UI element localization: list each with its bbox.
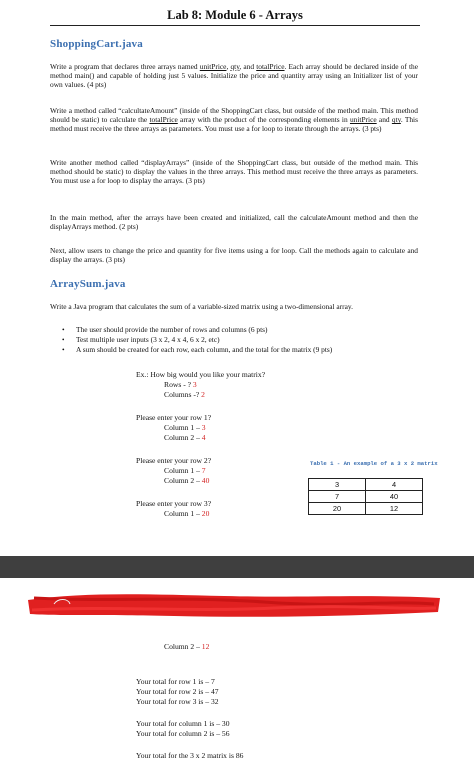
section-heading-arraysum: ArraySum.java xyxy=(50,278,126,290)
row2-prompt: Please enter your row 2? xyxy=(136,456,212,465)
row3-col1: Column 1 – 20 xyxy=(164,509,210,518)
example-matrix-table xyxy=(308,478,423,515)
table-cell: 40 xyxy=(366,491,423,503)
table-row xyxy=(309,491,423,503)
table-cell: 20 xyxy=(309,503,366,515)
list-item: • A sum should be created for each row, each column, and the total for the matrix (9 pts) xyxy=(62,345,418,355)
table-row xyxy=(309,479,423,491)
row2-col1: Column 1 – 7 xyxy=(164,466,206,475)
requirements-list xyxy=(62,325,418,355)
table-cell: 7 xyxy=(309,491,366,503)
total-col2: Your total for column 2 is – 56 xyxy=(136,729,230,738)
row2-col2: Column 2 – 40 xyxy=(164,476,210,485)
example-columns: Columns -? 2 xyxy=(164,390,205,399)
red-redaction-scribble xyxy=(24,590,444,620)
section-heading-shoppingcart: ShoppingCart.java xyxy=(50,38,143,50)
total-row3: Your total for row 3 is – 32 xyxy=(136,697,219,706)
row1-col1: Column 1 – 3 xyxy=(164,423,206,432)
list-subitem: • Test multiple user inputs (3 x 2, 4 x 4, 6 x 2, etc) xyxy=(62,335,418,345)
page-title: Lab 8: Module 6 - Arrays xyxy=(167,8,303,22)
example-rows: Rows - ? 3 xyxy=(164,380,197,389)
table-cell: 4 xyxy=(366,479,423,491)
table-caption: Table 1 - An example of a 3 x 2 matrix xyxy=(310,460,438,467)
total-row2: Your total for row 2 is – 47 xyxy=(136,687,219,696)
paragraph-1: Write a program that declares three arrays named unitPrice, qty, and totalPrice. Each array should be declared inside of the method main() and capable of holding just 5 values. Initialize the price and quantity array using an Initializer list of your own values. (4 pts) xyxy=(50,62,418,90)
title-rule xyxy=(50,25,420,26)
table-cell: 12 xyxy=(366,503,423,515)
paragraph-4: In the main method, after the arrays have been created and initialized, call the calculateAmount method and then the displayArrays method. (2 pts) xyxy=(50,213,418,232)
list-item: • The user should provide the number of rows and columns (6 pts) xyxy=(62,325,418,335)
row1-col2: Column 2 – 4 xyxy=(164,433,206,442)
row3-col2: Column 2 – 12 xyxy=(164,642,210,651)
paragraph-arraysum-intro: Write a Java program that calculates the sum of a variable-sized matrix using a two-dimensional array. xyxy=(50,302,353,311)
total-row1: Your total for row 1 is – 7 xyxy=(136,677,215,686)
paragraph-5: Next, allow users to change the price and quantity for five items using a for loop. Call the methods again to calculate and display the arrays. (3 pts) xyxy=(50,246,418,265)
page-break-band xyxy=(0,556,474,578)
total-matrix: Your total for the 3 x 2 matrix is 86 xyxy=(136,751,244,760)
table-row xyxy=(309,503,423,515)
example-question: Ex.: How big would you like your matrix? xyxy=(136,370,266,379)
paragraph-3: Write another method called “displayArrays” (inside of the ShoppingCart class, but outside of the method main. This method should be static) to display the values in the three arrays. This method must receive the three arrays as parameters. You must use a for loop to display the arrays. (3 pts) xyxy=(50,158,418,186)
table-cell: 3 xyxy=(309,479,366,491)
paragraph-2: Write a method called “calcultateAmount” (inside of the ShoppingCart class, but outside of the method main. This method should be static) to calculate the totalPrice array with the product of the corresponding elements in unitPrice and qty. This method must receive the three arrays as parameters. You must use a for loop to iterate through the arrays. (3 pts) xyxy=(50,106,418,134)
row1-prompt: Please enter your row 1? xyxy=(136,413,212,422)
row3-prompt: Please enter your row 3? xyxy=(136,499,212,508)
total-col1: Your total for column 1 is – 30 xyxy=(136,719,230,728)
